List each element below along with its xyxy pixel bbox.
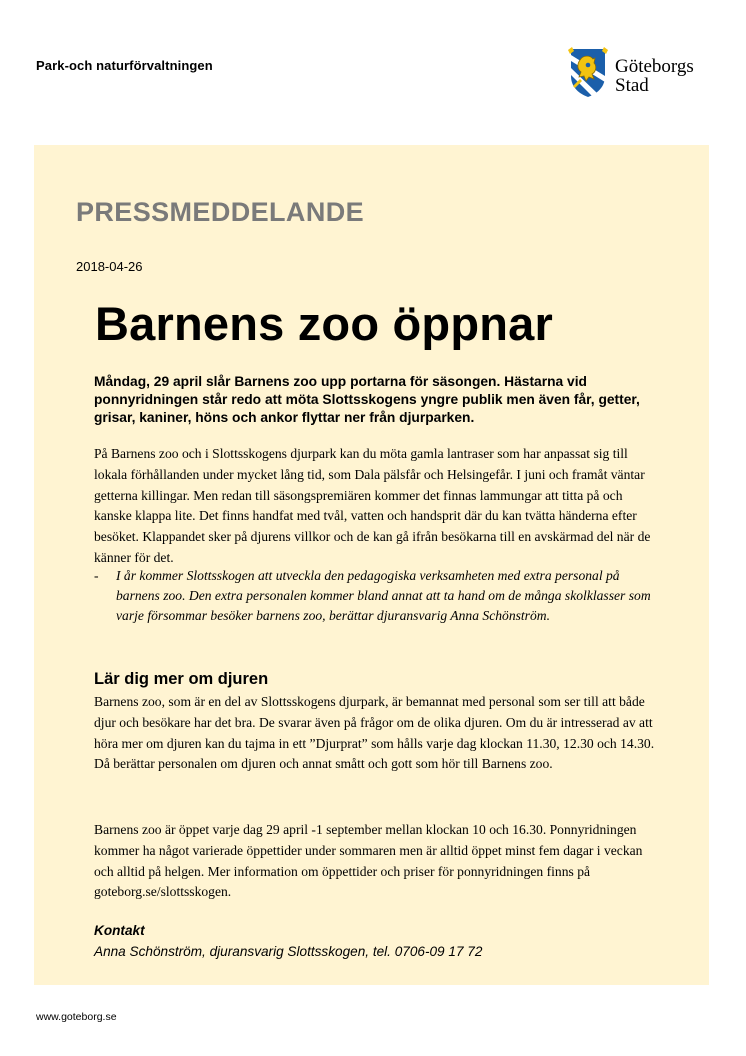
goteborg-logo[interactable] [566, 46, 716, 98]
goteborg-coat-of-arms-icon [566, 46, 610, 98]
contact-heading: Kontakt [94, 923, 145, 938]
release-date: 2018-04-26 [76, 259, 143, 274]
section-heading: Lär dig mer om djuren [94, 670, 269, 688]
body-paragraph-1: På Barnens zoo och i Slottsskogens djurpark kan du möta gamla lantraser som har anpassat sig till lokala förhållanden under mycket lång tid, som Dala pälsfår och Helsingefår. I juni och framåt väntar getterna killingar. Men redan till säsongspremiären kommer det finnas lammungar att titta på och kanske klappa lite. Det finns handfat med tvål, vatten och handsprit där du kan tvätta händerna efter besöket. Klappandet sker på djurens villkor och de kan gå ifrån besökarna till en avskärmad del när de känner för det. [94, 446, 651, 565]
logo-line-goteborgs: Göteborgs [615, 56, 694, 77]
body-paragraph-3: Barnens zoo är öppet varje dag 29 april -1 september mellan klockan 10 och 16.30. Ponnyridningen kommer ha något varierade öppettider under sommaren men är alltid öppet minst fem dagar i veckan och alltid på helgen. Mer information om öppettider och priser för ponnyridningen finns på goteborg.se/slottsskogen. [94, 822, 643, 900]
logo-line-stad: Stad [615, 75, 649, 96]
headline: Barnens zoo öppnar [95, 297, 553, 350]
quote-text: I år kommer Slottsskogen att utveckla den pedagogiska verksamheten med extra personal på barnens zoo. Den extra personalen kommer bland annat att ta hand om de många skolklasser som varje försommar besöker barnens zoo, berättar djuransvarig Anna Schönström. [116, 568, 651, 624]
body-paragraph-2: Barnens zoo, som är en del av Slottsskogens djurpark, är bemannat med personal som ser till att både djur och besökare har det bra. De svarar även på frågor om de olika djuren. Om du är intresserad av att höra mer om djuren kan du tajma in ett ”Djurprat” som hålls varje dag klockan 11.30, 12.30 och 14.30. Då berättar personalen om djuren och annat smått och gott som hör till Barnens zoo. [94, 694, 655, 772]
department-name: Park-och naturförvaltningen [36, 58, 213, 73]
contact-details: Anna Schönström, djuransvarig Slottsskogen, tel. 0706-09 17 72 [94, 944, 483, 959]
logo-wordmark [615, 57, 694, 95]
quote-bullet: - [94, 568, 99, 583]
footer-url-link[interactable]: www.goteborg.se [36, 1011, 117, 1023]
document-type-label: PRESSMEDDELANDE [76, 197, 365, 227]
ingress-paragraph: Måndag, 29 april slår Barnens zoo upp portarna för säsongen. Hästarna vid ponnyridningen står redo att möta Slottsskogens yngre publik men även får, getter, grisar, kaniner, höns och ankor flyttar ner från djurparken. [94, 374, 640, 425]
